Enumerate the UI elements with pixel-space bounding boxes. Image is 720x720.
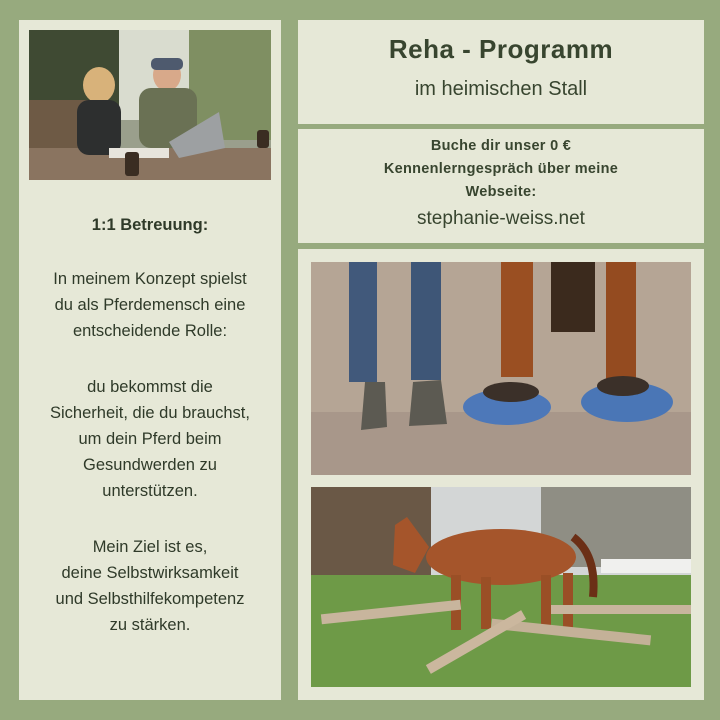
goal-paragraph [19, 534, 281, 638]
website-link[interactable]: stephanie-weiss.net [417, 208, 585, 229]
text-line: Sicherheit, die du brauchst, [50, 404, 250, 422]
booking-text-line: Buche dir unser 0 € [430, 138, 572, 154]
photo-horse-over-poles [311, 487, 691, 687]
text-line: du als Pferdemensch eine [54, 296, 246, 314]
photo-consultation-at-table [29, 30, 271, 180]
photo-hooves-in-boots [311, 262, 691, 475]
booking-text-line: Kennenlerngespräch über meine [383, 161, 619, 177]
text-line: entscheidende Rolle: [72, 322, 228, 340]
text-line: Gesundwerden zu [83, 456, 217, 474]
photos-panel [298, 249, 704, 700]
text-line: um dein Pferd beim [78, 430, 222, 448]
page-subtitle: im heimischen Stall [414, 78, 588, 100]
booking-text-line: Webseite: [465, 184, 537, 200]
text-line: unterstützen. [102, 482, 198, 500]
left-info-panel [19, 20, 281, 700]
text-line: deine Selbstwirksamkeit [61, 564, 239, 582]
text-line: Mein Ziel ist es, [92, 538, 208, 556]
page-title: Reha - Programm [388, 34, 614, 64]
text-line: In meinem Konzept spielst [53, 270, 247, 288]
support-paragraph [19, 374, 281, 504]
booking-panel [298, 129, 704, 243]
text-line: zu stärken. [109, 616, 191, 634]
text-line: und Selbsthilfekompetenz [55, 590, 245, 608]
care-heading: 1:1 Betreuung: [91, 216, 209, 234]
title-panel [298, 20, 704, 124]
text-line: du bekommst die [87, 378, 213, 396]
concept-paragraph [19, 266, 281, 344]
